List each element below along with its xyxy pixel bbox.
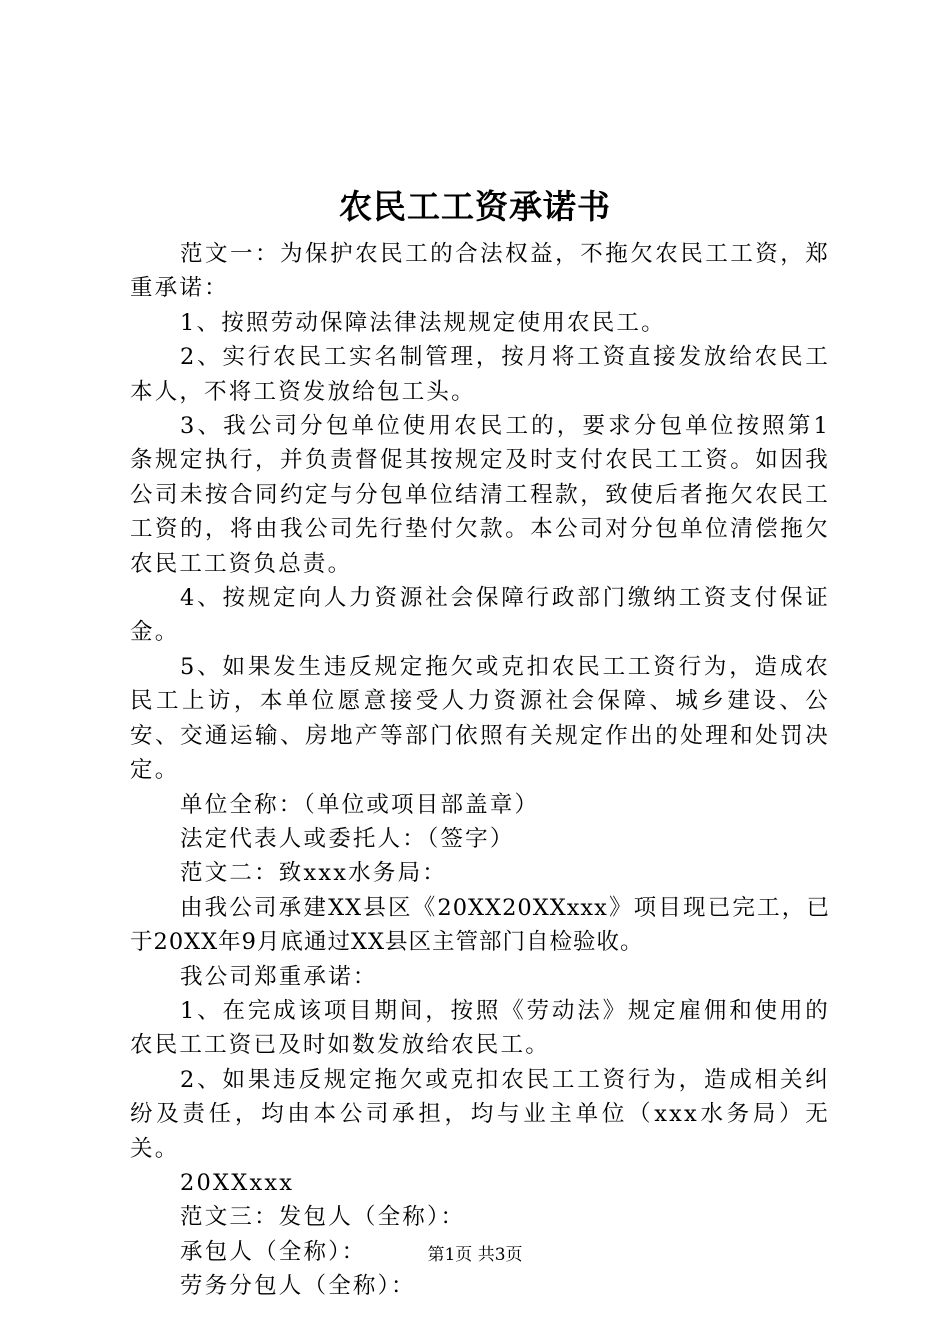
paragraph-labor-subcontractor: 劳务分包人（全称）： [180, 1273, 416, 1300]
paragraph-intro: 范文一：为保护农民工的合法权益，不拖欠农民工工资，郑重承诺： [130, 241, 830, 302]
page-number: 第1页 共3页 [427, 1245, 523, 1265]
paragraph-item-3: 3、我公司分包单位使用农民工的，要求分包单位按照第1条规定执行，并负责督促其按规定及时支付农民工工资。如因我公司未按合同约定与分包单位结清工程款，致使后者拖欠农民工工资的，将由我公司先行垫付欠款。本公司对分包单位清偿拖欠农民工工资负总责。 [130, 413, 830, 577]
paragraph-project: 由我公司承建XX县区《20XX20XXxxx》项目现已完工，已于20XX年9月底通过XX县区主管部门自检验收。 [130, 894, 830, 956]
paragraph-item-2: 2、实行农民工实名制管理，按月将工资直接发放给农民工本人，不将工资发放给包工头。 [130, 344, 830, 405]
paragraph-contractor: 承包人（全称）： [180, 1238, 367, 1265]
document-body [130, 237, 830, 1304]
paragraph-item-1: 1、按照劳动保障法律法规规定使用农民工。 [180, 309, 666, 336]
paragraph-legal-rep: 法定代表人或委托人：（签字） [180, 825, 515, 852]
paragraph-pledge: 我公司郑重承诺： [180, 963, 378, 990]
paragraph-sample-three: 范文三：发包人（全称）： [180, 1204, 466, 1231]
paragraph-unit-name: 单位全称：（单位或项目部盖章） [180, 791, 540, 818]
paragraph-item-5: 5、如果发生违反规定拖欠或克扣农民工工资行为，造成农民工上访，本单位愿意接受人力资源社会保障、城乡建设、公安、交通运输、房地产等部门依照有关规定作出的处理和处罚决定。 [130, 653, 830, 784]
document-title: 农民工工资承诺书 [339, 187, 611, 226]
paragraph-pledge-item-1: 1、在完成该项目期间，按照《劳动法》规定雇佣和使用的农民工工资已及时如数发放给农民工。 [130, 997, 830, 1059]
paragraph-pledge-item-2: 2、如果违反规定拖欠或克扣农民工工资行为，造成相关纠纷及责任，均由本公司承担，均与业主单位（xxx水务局）无关。 [130, 1066, 830, 1162]
paragraph-item-4: 4、按规定向人力资源社会保障行政部门缴纳工资支付保证金。 [130, 585, 830, 646]
paragraph-date: 20XXxxx [180, 1169, 295, 1196]
paragraph-sample-two: 范文二：致xxx水务局： [180, 860, 447, 887]
